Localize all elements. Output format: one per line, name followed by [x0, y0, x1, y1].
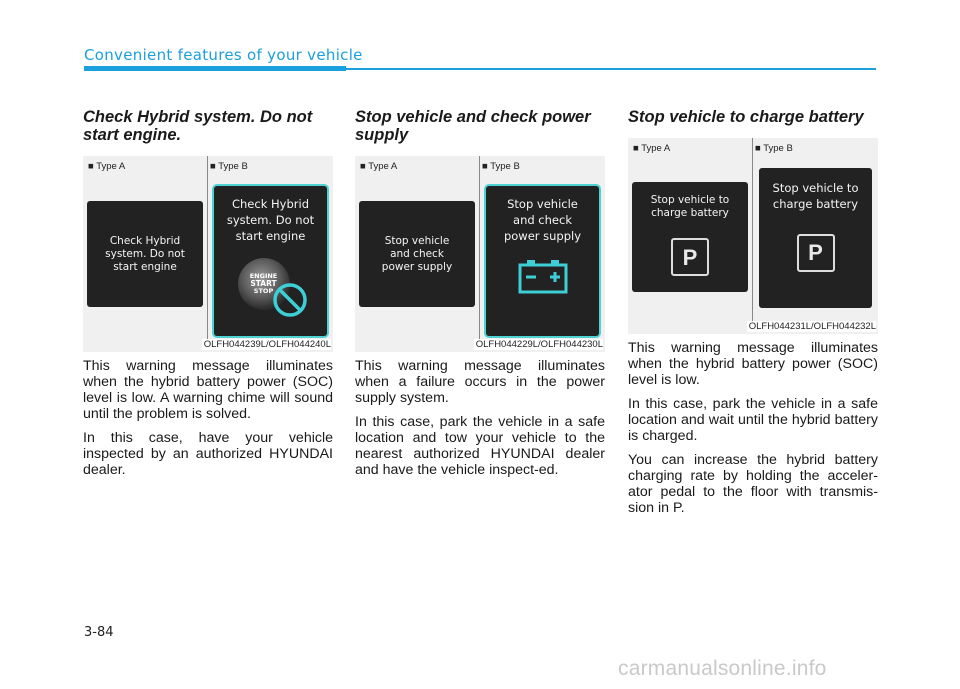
display-line: and check — [513, 213, 572, 227]
figure-code: OLFH044239L/OLFH044240L — [203, 339, 331, 350]
type-a-label: ■ Type A — [360, 161, 398, 172]
heading-check-hybrid: Check Hybrid system. Do not start engine. — [83, 108, 313, 144]
figure-code: OLFH044231L/OLFH044232L — [748, 321, 876, 332]
display-line: Stop vehicle to — [772, 181, 859, 195]
figure-divider — [752, 138, 753, 322]
figure-divider — [479, 156, 480, 340]
type-b-label: ■ Type B — [210, 161, 248, 172]
engine-start-stop-icon — [238, 258, 290, 310]
cluster-display-type-b — [486, 186, 599, 336]
display-line: system. Do not — [226, 213, 315, 227]
display-line: Stop vehicle — [507, 197, 578, 211]
display-line: Stop vehicle to — [650, 194, 730, 206]
display-line: start engine — [113, 260, 177, 273]
watermark: carmanualsonline.info — [618, 657, 827, 680]
cluster-display-type-b — [759, 168, 872, 308]
cluster-display-type-a — [87, 201, 203, 307]
column-charge-battery — [628, 108, 878, 524]
display-line: Check Hybrid — [109, 234, 181, 247]
cluster-display-type-a — [632, 182, 748, 292]
display-line: Stop vehicle — [384, 234, 450, 247]
display-line: power supply — [503, 229, 582, 243]
column-stop-power-supply — [355, 108, 605, 486]
section-header-bar — [84, 66, 346, 71]
engine-button-text: ENGINE — [249, 272, 278, 280]
type-b-label: ■ Type B — [482, 161, 520, 172]
figure-code: OLFH044229L/OLFH044230L — [475, 339, 603, 350]
body-paragraph: In this case, park the vehicle in a safe location and tow your vehicle to the nearest authorized HYUNDAI dealer and have the vehicle inspect-ed. — [355, 414, 605, 478]
body-paragraph: You can increase the hybrid battery charging rate by holding the acceler-ator pedal to the floor with transmis-sion in P. — [628, 452, 878, 516]
figure-charge-battery — [628, 138, 878, 334]
figure-check-hybrid — [83, 156, 333, 352]
display-line: power supply — [381, 260, 453, 273]
body-paragraph: In this case, have your vehicle inspected by an authorized HYUNDAI dealer. — [83, 430, 333, 478]
cluster-display-type-b — [214, 186, 327, 336]
parking-p-icon — [797, 234, 835, 272]
heading-charge-battery: Stop vehicle to charge battery — [628, 108, 864, 126]
battery-icon — [518, 258, 568, 294]
engine-button-text: STOP — [253, 287, 274, 295]
parking-p-letter: P — [808, 240, 823, 265]
section-header-title: Convenient features of your vehicle — [84, 46, 363, 64]
display-line: charge battery — [651, 207, 729, 219]
display-line: and check — [390, 247, 444, 260]
parking-p-icon — [671, 238, 709, 276]
section-header-rule — [346, 68, 876, 70]
type-b-label: ■ Type B — [755, 143, 793, 154]
type-a-label: ■ Type A — [633, 143, 671, 154]
type-a-label: ■ Type A — [88, 161, 126, 172]
display-line: Check Hybrid — [231, 197, 309, 211]
figure-stop-power-supply — [355, 156, 605, 352]
display-line: system. Do not — [105, 247, 185, 260]
figure-divider — [207, 156, 208, 340]
column-check-hybrid — [83, 108, 333, 486]
heading-stop-power-supply: Stop vehicle and check power supply — [355, 108, 591, 144]
body-paragraph: This warning message illuminates when the hybrid battery power (SOC) level is low. — [628, 340, 878, 388]
body-paragraph: This warning message illuminates when the hybrid battery power (SOC) level is low. A warning chime will sound until the problem is solved. — [83, 358, 333, 422]
engine-button-text: START — [250, 279, 277, 288]
page-number: 3-84 — [84, 625, 114, 640]
display-line: charge battery — [772, 197, 859, 211]
body-paragraph: This warning message illuminates when a failure occurs in the power supply system. — [355, 358, 605, 406]
cluster-display-type-a — [359, 201, 475, 307]
display-line: start engine — [235, 229, 306, 243]
body-paragraph: In this case, park the vehicle in a safe location and wait until the hybrid battery is charged. — [628, 396, 878, 444]
no-symbol-icon — [270, 280, 310, 320]
parking-p-letter: P — [682, 244, 698, 270]
